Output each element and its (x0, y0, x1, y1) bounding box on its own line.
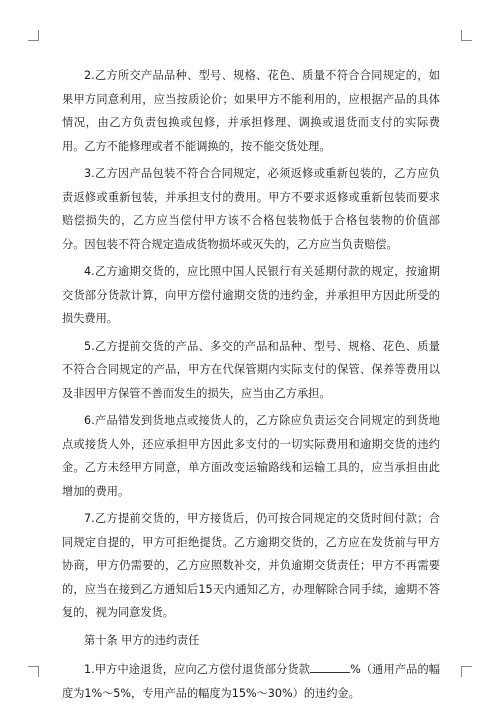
clause-paragraph-3: 3.乙方因产品包装不符合合同规定，必须返修或重新包装的，乙方应负责返修或重新包装，并承担支付的费用。甲方不要求返修或重新包装而要求赔偿损失的，乙方应当偿付甲方该不合格包装物低于合格包装物的价值部分。因包装不符合规定造成货物损坏或灭失的，乙方应当负责赔偿。 (62, 167, 440, 251)
section-heading: 第十条 甲方的违约责任 (84, 633, 200, 647)
clause-paragraph-4: 4.乙方逾期交货的，应比照中国人民银行有关延期付款的规定，按逾期交货部分货款计算，向甲方偿付逾期交货的违约金，并承担甲方因此所受的损失费用。 (62, 265, 440, 325)
document-body (62, 64, 440, 709)
crop-mark-top-left (28, 30, 39, 41)
final-text-after-blank: %（通用产品的幅度为1%～5%，专用产品的幅度为15%～30%）的违约金。 (62, 663, 440, 700)
clause-paragraph-7: 7.乙方提前交货的，甲方接货后，仍可按合同规定的交货时间付款；合同规定自提的，甲方可拒绝提货。乙方逾期交货的，乙方应在发货前与甲方协商，甲方仍需要的，乙方应照数补交，并负逾期交货责任；甲方不再需要的，应当在接到乙方通知后15天内通知乙方，办理解除合同手续，逾期不答复的，视为同意发货。 (62, 512, 440, 619)
final-text-before-blank: 1.甲方中途退货，应向乙方偿付退货部分货款 (84, 663, 311, 676)
clause-paragraph-6: 6.产品错发到货地点或接货人的，乙方除应负责运交合同规定的到货地点或接货人外，还应承担甲方因此多支付的一切实际费用和逾期交货的违约金。乙方未经甲方同意，单方面改变运输路线和运输工具的，应当承担由此增加的费用。 (62, 414, 440, 498)
percentage-blank (310, 660, 350, 673)
crop-mark-bottom-left (28, 666, 39, 677)
crop-mark-bottom-right (461, 666, 472, 677)
clause-paragraph-2: 2.乙方所交产品品种、型号、规格、花色、质量不符合合同规定的，如果甲方同意利用，应当按质论价；如果甲方不能利用的，应根据产品的具体情况，由乙方负责包换或包修，并承担修理、调换或退货而支付的实际费用。乙方不能修理或者不能调换的，按不能交货处理。 (62, 69, 440, 153)
crop-mark-top-right (461, 30, 472, 41)
clause-paragraph-5: 5.乙方提前交货的产品、多交的产品和品种、型号、规格、花色、质量不符合合同规定的产品，甲方在代保管期内实际支付的保管、保养等费用以及非因甲方保管不善而发生的损失，应当由乙方承担。 (62, 339, 440, 400)
clause-paragraph-final (62, 658, 440, 705)
